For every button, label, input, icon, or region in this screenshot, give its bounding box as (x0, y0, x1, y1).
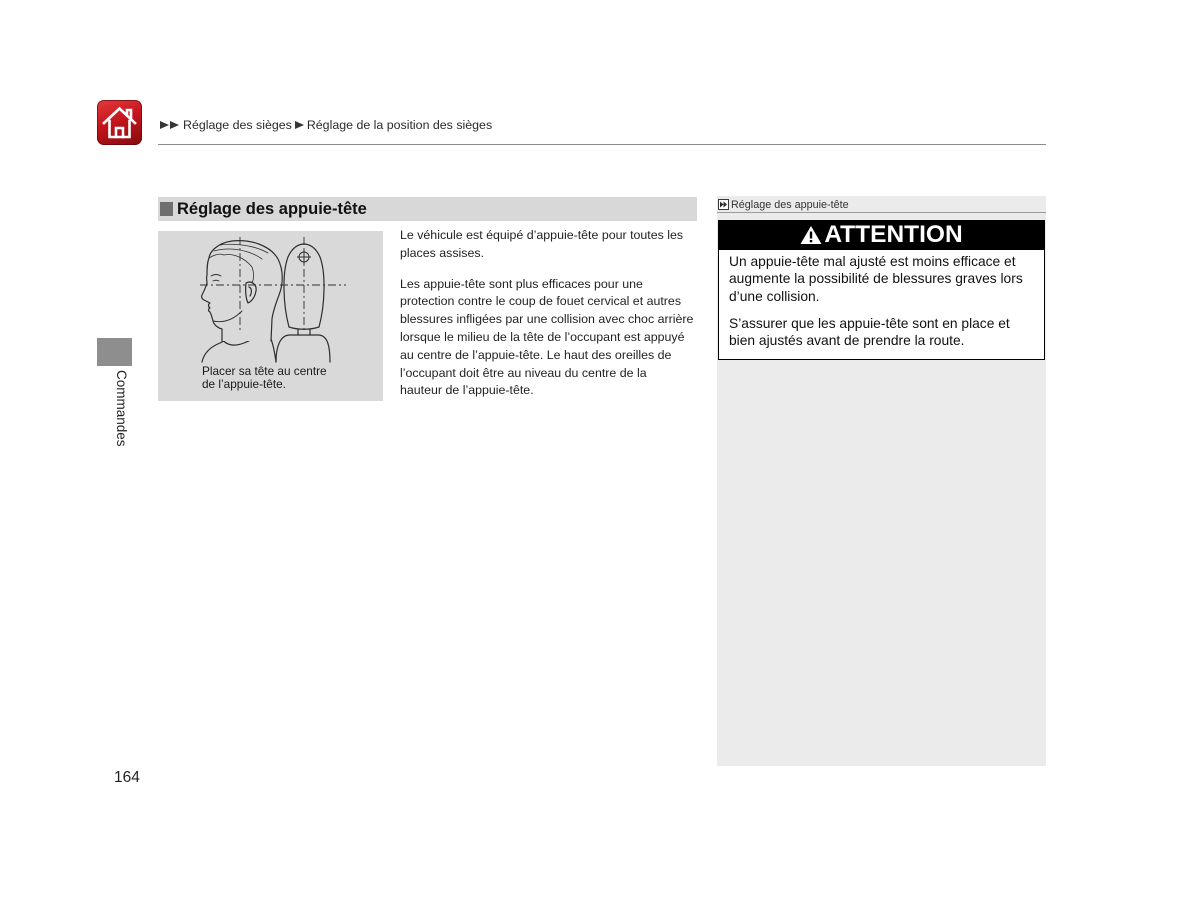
header-divider (158, 144, 1046, 145)
warning-header (718, 220, 1045, 250)
body-text-line: hauteur de l’appuie-tête. (400, 383, 534, 398)
figure-caption (202, 365, 327, 391)
seat-back (276, 335, 330, 362)
section-heading (158, 197, 697, 221)
body-paragraph (400, 276, 697, 401)
cross-reference-title[interactable]: Réglage des appuie-tête (731, 198, 849, 211)
figure-caption-line: Placer sa tête au centre (202, 364, 327, 378)
warning-text-line: d’une collision. (729, 288, 820, 304)
warning-text-line: Un appuie-tête mal ajusté est moins efficace et (729, 254, 1016, 269)
body-text-line: l’occupant doit être au niveau du centre de la (400, 365, 647, 380)
body-text-line: blessures infligées par une collision avec choc arrière (400, 312, 694, 327)
breadcrumb-item-seat-position[interactable]: Réglage de la position des sièges (306, 117, 493, 132)
section-bullet-icon (160, 202, 173, 216)
body-paragraph (400, 227, 697, 263)
head-restraint-illustration (158, 231, 383, 366)
warning-text-line: augmente la possibilité de blessures graves lors (729, 271, 1023, 287)
cross-reference-divider (717, 212, 1046, 213)
body-text-line: places assises. (400, 245, 485, 260)
breadcrumb-arrow-icon (170, 121, 179, 129)
warning-message (718, 250, 1045, 360)
head-restraint-figure (158, 231, 383, 401)
chapter-tab-marker[interactable] (97, 338, 132, 366)
chapter-tab-label[interactable]: Commandes (114, 370, 129, 447)
section-body (400, 227, 697, 400)
warning-triangle-icon (800, 225, 822, 245)
body-text-line: protection contre le coup de fouet cervical et autres (400, 294, 682, 309)
breadcrumb-arrow-icon (295, 121, 304, 129)
page-number: 164 (114, 769, 140, 786)
warning-label: ATTENTION (824, 221, 963, 248)
breadcrumb-item-seat-adjustment[interactable]: Réglage des sièges (183, 117, 292, 132)
warning-text-line: bien ajustés avant de prendre la route. (729, 332, 965, 348)
cross-reference-link[interactable] (718, 197, 849, 212)
cross-reference-icon (718, 199, 729, 210)
home-icon (97, 100, 142, 145)
breadcrumb-arrow-icon (160, 121, 169, 129)
sidebar-notes (717, 196, 1046, 766)
body-text-line: lorsque le milieu de la tête de l’occupant est appuyé (400, 329, 685, 344)
figure-caption-line: de l’appuie-tête. (202, 377, 286, 391)
body-text-line: Les appuie-tête sont plus efficaces pour une (400, 276, 643, 291)
body-text-line: au centre de l’appuie-tête. Le haut des oreilles de (400, 347, 672, 362)
body-text-line: Le véhicule est équipé d’appuie-tête pour toutes les (400, 228, 684, 242)
warning-paragraph (729, 253, 1036, 305)
warning-paragraph (729, 315, 1036, 350)
section-title: Réglage des appuie-tête (177, 200, 367, 218)
breadcrumb (160, 117, 492, 132)
warning-text-line: S’assurer que les appuie-tête sont en place et (729, 315, 1010, 331)
home-button[interactable] (97, 100, 142, 145)
